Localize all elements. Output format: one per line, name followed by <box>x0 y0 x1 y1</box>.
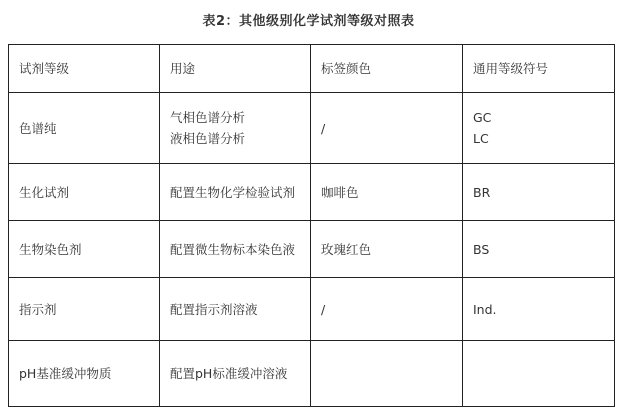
cell-grade-symbol: Ind. <box>463 278 615 341</box>
cell-label-color: 咖啡色 <box>311 164 463 221</box>
table-row <box>9 221 615 278</box>
cell-grade: 生物染色剂 <box>9 221 160 278</box>
table-row <box>9 341 615 407</box>
cell-use: 配置微生物标本染色液 <box>160 221 311 278</box>
table-row <box>9 93 615 164</box>
cell-symbol-line: LC <box>473 131 489 146</box>
cell-grade-symbol <box>463 93 615 164</box>
cell-label-color: / <box>311 278 463 341</box>
table-header-row <box>9 45 615 93</box>
cell-grade: pH基准缓冲物质 <box>9 341 160 407</box>
cell-use: 配置指示剂溶液 <box>160 278 311 341</box>
header-use: 用途 <box>160 45 311 93</box>
table-row <box>9 278 615 341</box>
table-title: 表2：其他级别化学试剂等级对照表 <box>202 14 415 29</box>
cell-label-color: / <box>311 93 463 164</box>
cell-grade: 生化试剂 <box>9 164 160 221</box>
cell-use: 配置生物化学检验试剂 <box>160 164 311 221</box>
cell-grade-symbol <box>463 341 615 407</box>
table-row <box>9 164 615 221</box>
header-label-color: 标签颜色 <box>311 45 463 93</box>
cell-label-color: 玫瑰红色 <box>311 221 463 278</box>
cell-use: 配置pH标准缓冲溶液 <box>160 341 311 407</box>
cell-use-line: 液相色谱分析 <box>170 131 246 146</box>
cell-use <box>160 93 311 164</box>
cell-symbol-line: GC <box>473 110 492 125</box>
header-grade-symbol: 通用等级符号 <box>463 45 615 93</box>
grade-comparison-table <box>8 44 615 407</box>
cell-grade-symbol: BR <box>463 164 615 221</box>
cell-grade-symbol: BS <box>463 221 615 278</box>
cell-label-color <box>311 341 463 407</box>
cell-grade: 色谱纯 <box>9 93 160 164</box>
header-grade: 试剂等级 <box>9 45 160 93</box>
cell-grade: 指示剂 <box>9 278 160 341</box>
cell-use-line: 气相色谱分析 <box>170 110 246 125</box>
